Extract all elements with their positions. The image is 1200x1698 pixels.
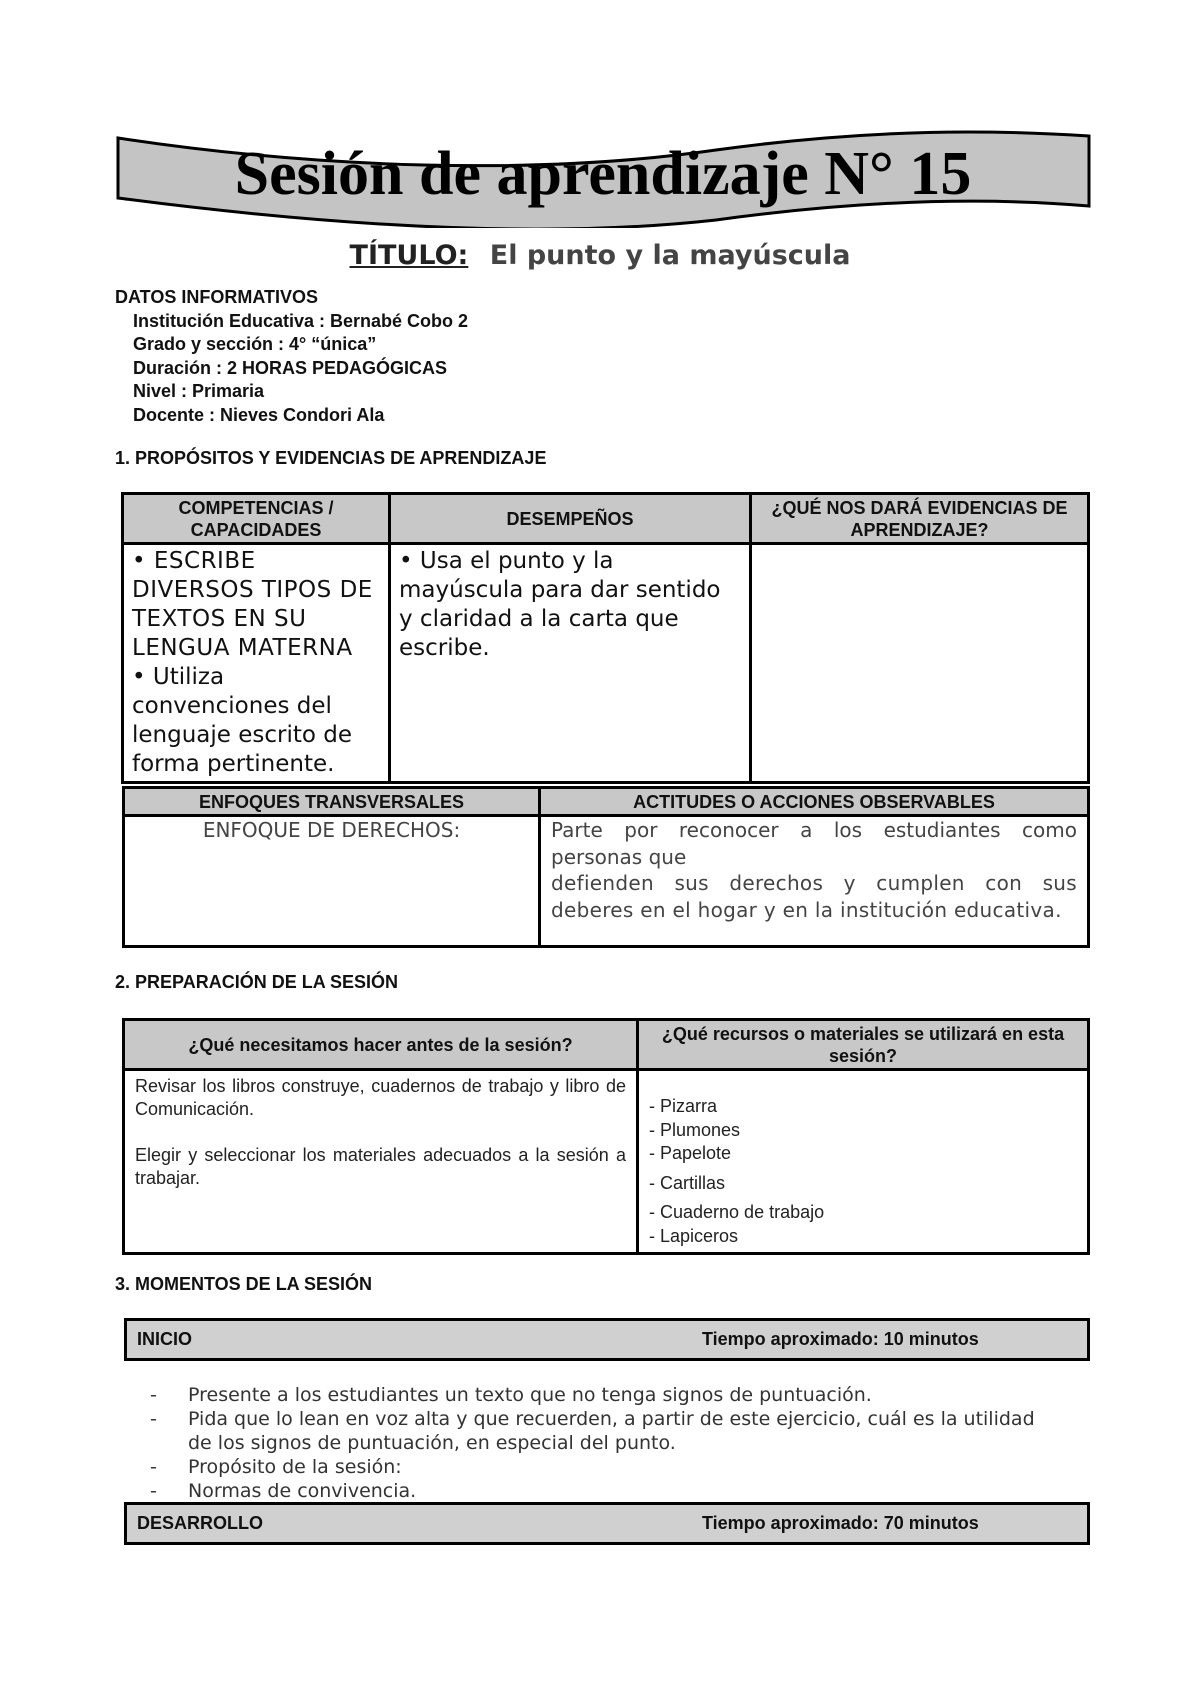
competencia-item: • ESCRIBE DIVERSOS TIPOS DE TEXTOS EN SU LENGUA MATERNA bbox=[132, 548, 373, 661]
list-item: - Normas de convivencia. bbox=[150, 1479, 1050, 1503]
header-antes-sesion: ¿Qué necesitamos hacer antes de la sesión? bbox=[124, 1020, 638, 1070]
desarrollo-label: DESARROLLO bbox=[137, 1513, 263, 1533]
list-item: - Pida que lo lean en voz alta y que recuerden, a partir de este ejercicio, cuál es la utilidad de los signos de puntuación, en especial del punto. bbox=[150, 1407, 1050, 1455]
session-title bbox=[0, 240, 1200, 271]
desempenos-cell: • Usa el punto y la mayúscula para dar sentido y claridad a la carta que escribe. bbox=[390, 544, 751, 783]
preparacion-table bbox=[122, 1018, 1090, 1255]
preparacion-cell bbox=[124, 1070, 638, 1254]
banner-text: Sesión de aprendizaje N° 15 bbox=[234, 140, 972, 208]
actitud-line-1: Parte por reconocer a los estudiantes como personas que bbox=[551, 818, 1077, 869]
header-competencias: COMPETENCIAS / CAPACIDADES bbox=[123, 494, 390, 544]
header-enfoques: ENFOQUES TRANSVERSALES bbox=[124, 788, 540, 816]
list-item: - Presente a los estudiantes un texto que no tenga signos de puntuación. bbox=[150, 1383, 1050, 1407]
inicio-label: INICIO bbox=[137, 1329, 193, 1349]
resource-item: - Cartillas bbox=[649, 1172, 726, 1193]
enfoque-cell: ENFOQUE DE DERECHOS: bbox=[124, 816, 540, 947]
inicio-time: Tiempo aproximado: 10 minutos bbox=[702, 1329, 979, 1349]
header-recursos: ¿Qué recursos o materiales se utilizará en esta sesión? bbox=[638, 1020, 1089, 1070]
section1-heading: 1. PROPÓSITOS Y EVIDENCIAS DE APRENDIZAJE bbox=[115, 448, 547, 468]
section2-heading: 2. PREPARACIÓN DE LA SESIÓN bbox=[115, 972, 399, 992]
resource-item: - Pizarra bbox=[649, 1096, 718, 1116]
actitud-cell bbox=[540, 816, 1089, 947]
resource-item: - Lapiceros bbox=[649, 1225, 739, 1246]
actitud-line-2: defienden sus derechos y cumplen con sus deberes en el hogar y en la institución educativa. bbox=[551, 871, 1077, 922]
competencias-cell bbox=[123, 544, 390, 783]
resource-item: - Cuaderno de trabajo bbox=[649, 1202, 825, 1222]
datos-grado: Grado y sección : 4° “única” bbox=[133, 334, 377, 354]
title-value: El punto y la mayúscula bbox=[489, 240, 851, 271]
evidencias-cell bbox=[751, 544, 1089, 783]
datos-nivel: Nivel : Primaria bbox=[133, 381, 265, 401]
datos-institucion: Institución Educativa : Bernabé Cobo 2 bbox=[133, 310, 469, 331]
datos-informativos bbox=[115, 286, 468, 427]
desarrollo-bar bbox=[124, 1502, 1090, 1545]
banner-ribbon bbox=[116, 128, 1091, 228]
header-evidencias: ¿QUÉ NOS DARÁ EVIDENCIAS DE APRENDIZAJE? bbox=[751, 494, 1089, 544]
datos-heading: DATOS INFORMATIVOS bbox=[115, 287, 319, 307]
propositos-table bbox=[121, 492, 1090, 784]
recursos-cell bbox=[638, 1070, 1089, 1254]
header-actitudes: ACTITUDES O ACCIONES OBSERVABLES bbox=[540, 788, 1089, 816]
resource-item: - Plumones bbox=[649, 1119, 741, 1140]
inicio-list bbox=[150, 1383, 1050, 1503]
datos-duracion: Duración : 2 HORAS PEDAGÓGICAS bbox=[133, 357, 448, 378]
inicio-bar bbox=[124, 1318, 1090, 1361]
prep-item: Revisar los libros construye, cuadernos de trabajo y libro de Comunicación. bbox=[135, 1076, 626, 1119]
capacidad-item: • Utiliza convenciones del lenguaje escrito de forma pertinente. bbox=[132, 664, 353, 777]
desarrollo-time: Tiempo aproximado: 70 minutos bbox=[702, 1513, 979, 1533]
title-label: TÍTULO: bbox=[349, 240, 469, 271]
session-banner bbox=[116, 128, 1091, 228]
enfoques-table bbox=[122, 786, 1090, 948]
resource-item: - Papelote bbox=[649, 1143, 732, 1163]
datos-docente: Docente : Nieves Condori Ala bbox=[133, 404, 385, 425]
list-item: - Propósito de la sesión: bbox=[150, 1455, 1050, 1479]
prep-item: Elegir y seleccionar los materiales adecuados a la sesión a trabajar. bbox=[135, 1145, 626, 1188]
section3-heading: 3. MOMENTOS DE LA SESIÓN bbox=[115, 1274, 373, 1294]
header-desempenos: DESEMPEÑOS bbox=[390, 494, 751, 544]
